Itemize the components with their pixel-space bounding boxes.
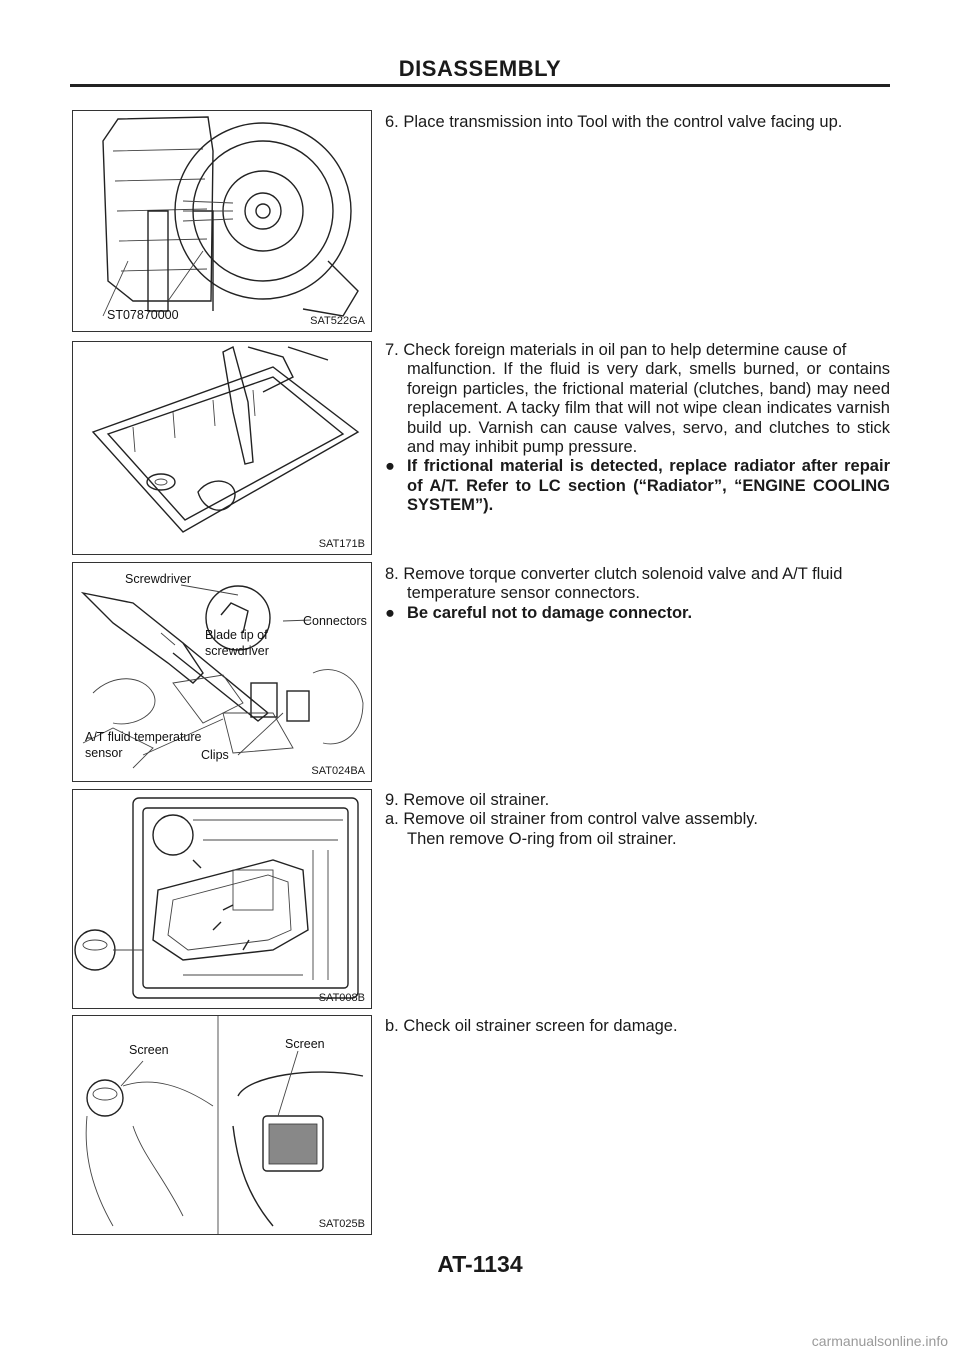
figure-code: SAT522GA — [310, 315, 365, 327]
figure-label: Blade tip of — [205, 628, 268, 642]
step-9a-continuation: Then remove O-ring from oil strainer. — [407, 829, 677, 848]
step-9-text: 9. Remove oil strainer. — [385, 791, 550, 809]
figure-label: Screwdriver — [125, 572, 191, 586]
step-7-continuation: malfunction. If the fluid is very dark, smells burned, or contains foreign particles, the frictional material (clutches, band) may need replacement. A tacky film that will not wipe clean indicates varnish build up. Varnish can cause valves, servo, and clutches to stick and may inhibit pump pressure. — [407, 360, 890, 457]
figure-control-valve — [72, 789, 372, 1009]
bullet-icon: ● — [385, 457, 395, 476]
step-8-bullet — [385, 604, 890, 623]
figure-label: Connectors — [303, 614, 367, 628]
page-number: AT-1134 — [437, 1251, 523, 1277]
step-8-continuation: temperature sensor connectors. — [407, 584, 640, 603]
step-7-text: 7. Check foreign materials in oil pan to help determine cause of — [385, 341, 847, 359]
step-9b — [385, 1017, 890, 1036]
transmission-illustration — [73, 111, 371, 331]
step-6 — [385, 113, 890, 132]
figure-transmission-on-tool — [72, 110, 372, 332]
watermark: carmanualsonline.info — [811, 1333, 948, 1349]
oil-pan-illustration — [73, 342, 371, 554]
strainer-screen-illustration — [73, 1016, 371, 1234]
figure-strainer-screen — [72, 1015, 372, 1235]
bullet-text: If frictional material is detected, replace radiator after repair of A/T. Refer to LC section (“Radiator”, “ENGINE COOLING SYSTEM”). — [407, 457, 890, 515]
step-8 — [385, 565, 890, 623]
figure-label: sensor — [85, 746, 123, 760]
figure-label: Clips — [201, 748, 229, 762]
figure-oil-pan — [72, 341, 372, 555]
step-9 — [385, 791, 890, 849]
header-rule — [70, 84, 890, 87]
figure-label: Screen — [129, 1043, 169, 1057]
page-title: DISASSEMBLY — [398, 56, 562, 81]
figure-label: ST07870000 — [107, 308, 179, 322]
figure-code: SAT171B — [318, 538, 365, 550]
figure-code: SAT025B — [318, 1218, 365, 1230]
step-6-text: 6. Place transmission into Tool with the control valve facing up. — [385, 113, 843, 131]
figure-code: SAT008B — [318, 992, 365, 1004]
figure-label: screwdriver — [205, 644, 269, 658]
figure-label: Screen — [285, 1037, 325, 1051]
step-8-text: 8. Remove torque converter clutch solenoid valve and A/T fluid — [385, 565, 843, 583]
figure-connectors — [72, 562, 372, 782]
step-9a-text: a. Remove oil strainer from control valve assembly. — [385, 810, 758, 829]
step-9b-text: b. Check oil strainer screen for damage. — [385, 1017, 678, 1035]
step-7 — [385, 341, 890, 516]
connectors-illustration — [73, 563, 371, 781]
step-7-bullet — [385, 457, 890, 515]
figure-code: SAT024BA — [311, 765, 365, 777]
control-valve-illustration — [73, 790, 371, 1008]
bullet-text: Be careful not to damage connector. — [407, 603, 693, 622]
bullet-icon: ● — [385, 603, 395, 622]
figure-label: A/T fluid temperature — [85, 730, 202, 744]
